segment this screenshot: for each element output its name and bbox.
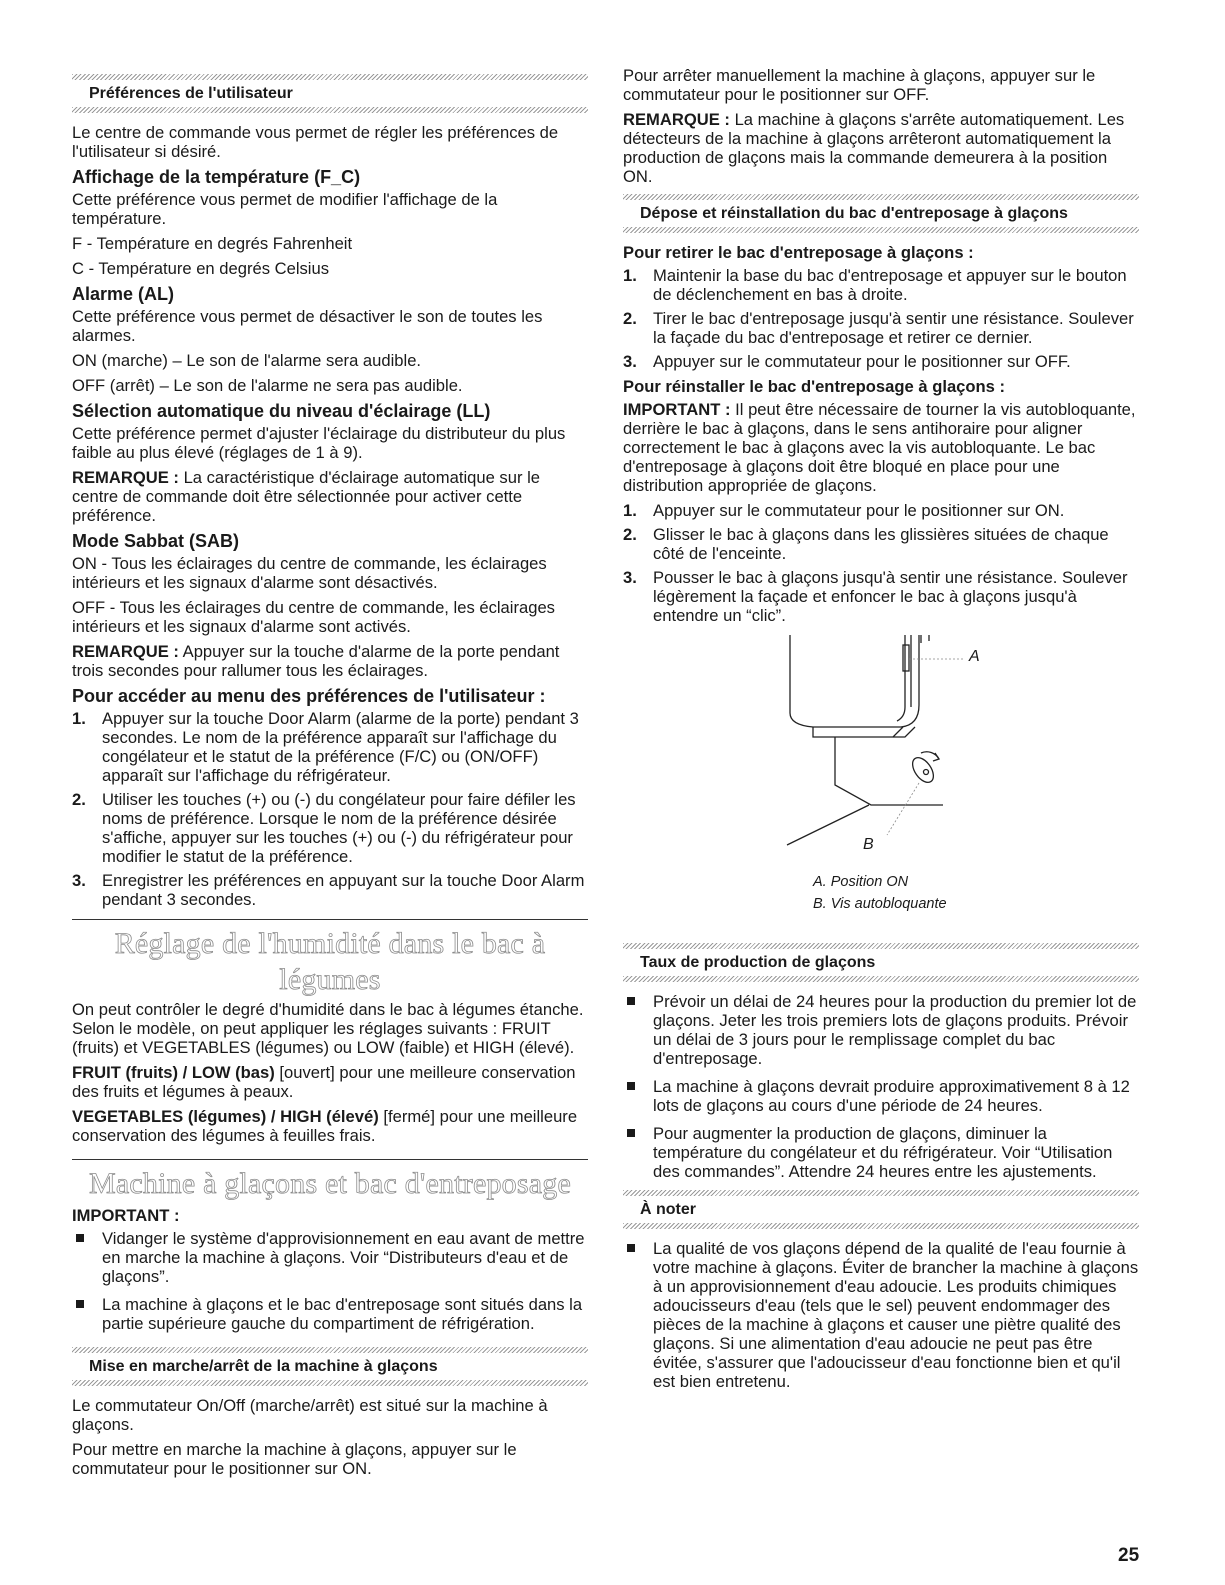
light-note (72, 468, 588, 525)
section-onoff (72, 1347, 588, 1386)
section-title: Préférences de l'utilisateur (89, 85, 293, 102)
item-text: La qualité de vos glaçons dépend de la qualité de l'eau fournie à votre machine à glaçons. Éviter de brancher la machine à glaçons à un approvisionnement d'eau adoucie. Les produits chimiques adoucisseurs d'eau (tels que le sel) peuvent endommager des pièces de la machine à glaçons et causer une piètre qualité des glaçons. Si une alimentation d'eau adoucie ne peut pas être évitée, s'assurer que l'adoucisseur d'eau fonctionne bien et qu'il est bien entretenu. (653, 1239, 1139, 1391)
step-number: 1. (72, 709, 86, 728)
access-heading: Pour accéder au menu des préférences de l'utilisateur : (72, 686, 546, 706)
callout-line-b (887, 783, 919, 835)
section-rule (72, 919, 588, 920)
caption-b: B. Vis autobloquante (813, 896, 947, 912)
note-list (623, 1239, 1139, 1391)
bullet-square (627, 997, 635, 1005)
step-text: Appuyer sur le commutateur pour le positionner sur ON. (653, 501, 1065, 520)
dispenser-outline (787, 805, 869, 845)
step-text: Utiliser les touches (+) ou (-) du congélateur pour faire défiler les noms de préférence. Lorsque le nom de la préférence désirée s'affiche, appuyer sur les touches (+) ou (-) du réfrigérateur pour modifier le statut de la préférence. (102, 790, 576, 866)
list-item (623, 1124, 1139, 1181)
item-text: Prévoir un délai de 24 heures pour la production du premier lot de glaçons. Jeter les trois premiers lots de glaçons produits. Prévoir un délai de 3 jours pour le remplissage complet du bac d'entreposage. (653, 992, 1137, 1068)
temp-f: F - Température en degrés Fahrenheit (72, 234, 353, 253)
stop-paragraph: Pour arrêter manuellement la machine à glaçons, appuyer sur le commutateur pour le positionner sur OFF. (623, 66, 1096, 104)
list-item (623, 992, 1139, 1068)
important-text: Il peut être nécessaire de tourner la vis autobloquante, derrière le bac à glaçons, dans le sens antihoraire pour aligner correctement le bac à glaçons avec la vis autobloquante. Le bac d'entreposage à glaçons doit être bloqué en place pour une distribution appropriée de glaçons. (623, 400, 1136, 495)
bullet-square (76, 1300, 84, 1308)
onoff-p1: Le commutateur On/Off (marche/arrêt) est situé sur la machine à glaçons. (72, 1396, 548, 1434)
note-label: REMARQUE : (72, 468, 179, 487)
bullet-square (627, 1244, 635, 1252)
hatch-divider (623, 227, 1139, 233)
step-text: Glisser le bac à glaçons dans les glissières situées de chaque côté de l'enceinte. (653, 525, 1109, 563)
sabbath-note (72, 642, 588, 680)
important-list (72, 1229, 588, 1333)
icemaker-housing (790, 635, 919, 727)
item-text: Vidanger le système d'approvisionnement en eau avant de mettre en marche la machine à glaçons. Voir “Distributeurs d'eau et de glaçons”. (102, 1229, 585, 1286)
humidity-intro: On peut contrôler le degré d'humidité dans le bac à légumes étanche. Selon le modèle, on peut appliquer les réglages suivants : FRUIT (fruits) et VEGETABLES (légumes) ou LOW (faible) et HIGH (élevé). (72, 1000, 584, 1057)
list-item (72, 1229, 588, 1286)
list-item (623, 266, 1139, 304)
icemaker-title: Machine à glaçons et bac d'entreposage (89, 1167, 571, 1200)
setting-label: VEGETABLES (légumes) / HIGH (élevé) (72, 1107, 379, 1126)
important-label: IMPORTANT : (72, 1206, 180, 1225)
item-text: La machine à glaçons et le bac d'entreposage sont situés dans la partie supérieure gauche du compartiment de réfrigération. (102, 1295, 583, 1333)
section-rule (72, 1159, 588, 1160)
section-production-rate (623, 943, 1139, 982)
alarm-heading: Alarme (AL) (72, 284, 175, 304)
sabbath-on: ON - Tous les éclairages du centre de commande, les éclairages intérieurs et les signaux d'alarme sont désactivés. (72, 554, 547, 592)
step-number: 3. (623, 352, 637, 371)
sabbath-off: OFF - Tous les éclairages du centre de commande, les éclairages intérieurs et les signaux d'alarme sont activés. (72, 598, 555, 636)
section-title: Dépose et réinstallation du bac d'entreposage à glaçons (640, 205, 1068, 222)
step-number: 2. (623, 309, 637, 328)
note-label: REMARQUE : (623, 110, 730, 129)
humidity-title: Réglage de l'humidité dans le bac à légumes (114, 927, 546, 996)
list-item (623, 568, 1139, 625)
step-number: 1. (623, 266, 637, 285)
light-heading: Sélection automatique du niveau d'éclairage (LL) (72, 401, 491, 421)
step-number: 3. (72, 871, 86, 890)
rate-list (623, 992, 1139, 1181)
reinstall-heading: Pour réinstaller le bac d'entreposage à glaçons : (623, 377, 1006, 396)
section-title: Taux de production de glaçons (640, 954, 876, 971)
list-item (623, 501, 1139, 520)
list-item (72, 871, 588, 909)
section-note (623, 1190, 1139, 1229)
step-text: Maintenir la base du bac d'entreposage et appuyer sur le bouton de déclenchement en bas à droite. (653, 266, 1127, 304)
sabbath-heading: Mode Sabbat (SAB) (72, 531, 240, 551)
note-label: REMARQUE : (72, 642, 179, 661)
setting-label: FRUIT (fruits) / LOW (bas) (72, 1063, 275, 1082)
figure-label-b: B (863, 836, 874, 853)
step-number: 3. (623, 568, 637, 587)
note-text: La machine à glaçons s'arrête automatiquement. Les détecteurs de la machine à glaçons arrêteront automatiquement la production de glaçons mais la commande demeurera à la position ON. (623, 110, 1125, 186)
screw-head (924, 770, 929, 775)
bullet-square (627, 1082, 635, 1090)
list-item (72, 790, 588, 866)
setting-text: [fermé] pour une meilleure conservation des légumes à feuilles frais. (72, 1107, 578, 1145)
step-text: Pousser le bac à glaçons jusqu'à sentir une résistance. Soulever légèrement la façade et enfoncer le bac à glaçons jusqu'à entendre un “clic”. (653, 568, 1128, 625)
section-title: À noter (640, 1201, 696, 1218)
section-user-preferences (72, 74, 588, 113)
item-text: Pour augmenter la production de glaçons, diminuer la température du congélateur et du réfrigérateur. Voir “Utilisation des commandes”. Attendre 24 heures entre les ajustements. (653, 1124, 1113, 1181)
bullet-square (76, 1234, 84, 1242)
remove-heading: Pour retirer le bac d'entreposage à glaçons : (623, 243, 974, 262)
dispenser-outline (835, 737, 943, 805)
figure-label-a: A (969, 648, 980, 665)
setting-text: [ouvert] pour une meilleure conservation des fruits et légumes à peaux. (72, 1063, 576, 1101)
step-text: Enregistrer les préférences en appuyant sur la touche Door Alarm pendant 3 secondes. (102, 871, 585, 909)
left-column (72, 66, 588, 1484)
list-item (623, 1077, 1139, 1115)
step-number: 2. (623, 525, 637, 544)
page-number: 25 (1118, 1545, 1140, 1566)
access-steps (72, 709, 588, 909)
step-number: 1. (623, 501, 637, 520)
hatch-divider (623, 1223, 1139, 1229)
list-item (72, 1295, 588, 1333)
bin-lip (893, 727, 915, 737)
note-text: La caractéristique d'éclairage automatique sur le centre de commande doit être sélectionnée pour activer cette préférence. (72, 468, 541, 525)
list-item (72, 709, 588, 785)
tick-lines (921, 635, 929, 643)
prefs-intro: Le centre de commande vous permet de régler les préférences de l'utilisateur si désiré. (72, 123, 559, 161)
hatch-divider (72, 107, 588, 113)
remove-steps (623, 266, 1139, 371)
temp-desc: Cette préférence vous permet de modifier l'affichage de la température. (72, 190, 498, 228)
list-item (623, 1239, 1139, 1391)
right-column (623, 66, 1139, 1400)
list-item (623, 352, 1139, 371)
step-text: Appuyer sur la touche Door Alarm (alarme de la porte) pendant 3 secondes. Le nom de la préférence apparaît sur l'affichage du congélateur et le statut de la préférence (F/C) ou (ON/OFF) apparaît sur l'affichage du réfrigérateur. (102, 709, 579, 785)
list-item (623, 309, 1139, 347)
section-bin (623, 194, 1139, 233)
step-number: 2. (72, 790, 86, 809)
alarm-off: OFF (arrêt) – Le son de l'alarme ne sera pas audible. (72, 376, 463, 395)
onoff-p2: Pour mettre en marche la machine à glaçons, appuyer sur le commutateur pour le positionner sur ON. (72, 1440, 517, 1478)
fruit-setting (72, 1063, 588, 1101)
icemaker-illustration (773, 635, 993, 865)
alarm-on: ON (marche) – Le son de l'alarme sera audible. (72, 351, 422, 370)
important-label: IMPORTANT : (623, 400, 731, 419)
caption-a: A. Position ON (813, 874, 909, 890)
section-title: Mise en marche/arrêt de la machine à glaçons (89, 1358, 438, 1375)
veg-setting (72, 1107, 588, 1145)
temp-c: C - Température en degrés Celsius (72, 259, 330, 278)
bullet-square (627, 1129, 635, 1137)
reinstall-important (623, 400, 1139, 495)
reinstall-steps (623, 501, 1139, 625)
item-text: La machine à glaçons devrait produire approximativement 8 à 12 lots de glaçons au cours d'une période de 24 heures. (653, 1077, 1130, 1115)
locking-screw (908, 754, 937, 786)
alarm-desc: Cette préférence vous permet de désactiver le son de toutes les alarmes. (72, 307, 543, 345)
bin-lip (813, 727, 903, 737)
on-off-switch (903, 645, 909, 671)
note-text: Appuyer sur la touche d'alarme de la porte pendant trois secondes pour rallumer tous les éclairages. (72, 642, 560, 680)
stop-note (623, 110, 1139, 186)
step-text: Tirer le bac d'entreposage jusqu'à sentir une résistance. Soulever la façade du bac d'entreposage et retirer ce dernier. (653, 309, 1134, 347)
housing-inner-edge (897, 635, 905, 721)
step-text: Appuyer sur le commutateur pour le positionner sur OFF. (653, 352, 1071, 371)
list-item (623, 525, 1139, 563)
light-desc: Cette préférence permet d'ajuster l'éclairage du distributeur du plus faible au plus élevé (réglages de 1 à 9). (72, 424, 566, 462)
hatch-divider (623, 976, 1139, 982)
hatch-divider (72, 1380, 588, 1386)
temp-heading: Affichage de la température (F_C) (72, 167, 361, 187)
icemaker-figure (623, 633, 1139, 933)
